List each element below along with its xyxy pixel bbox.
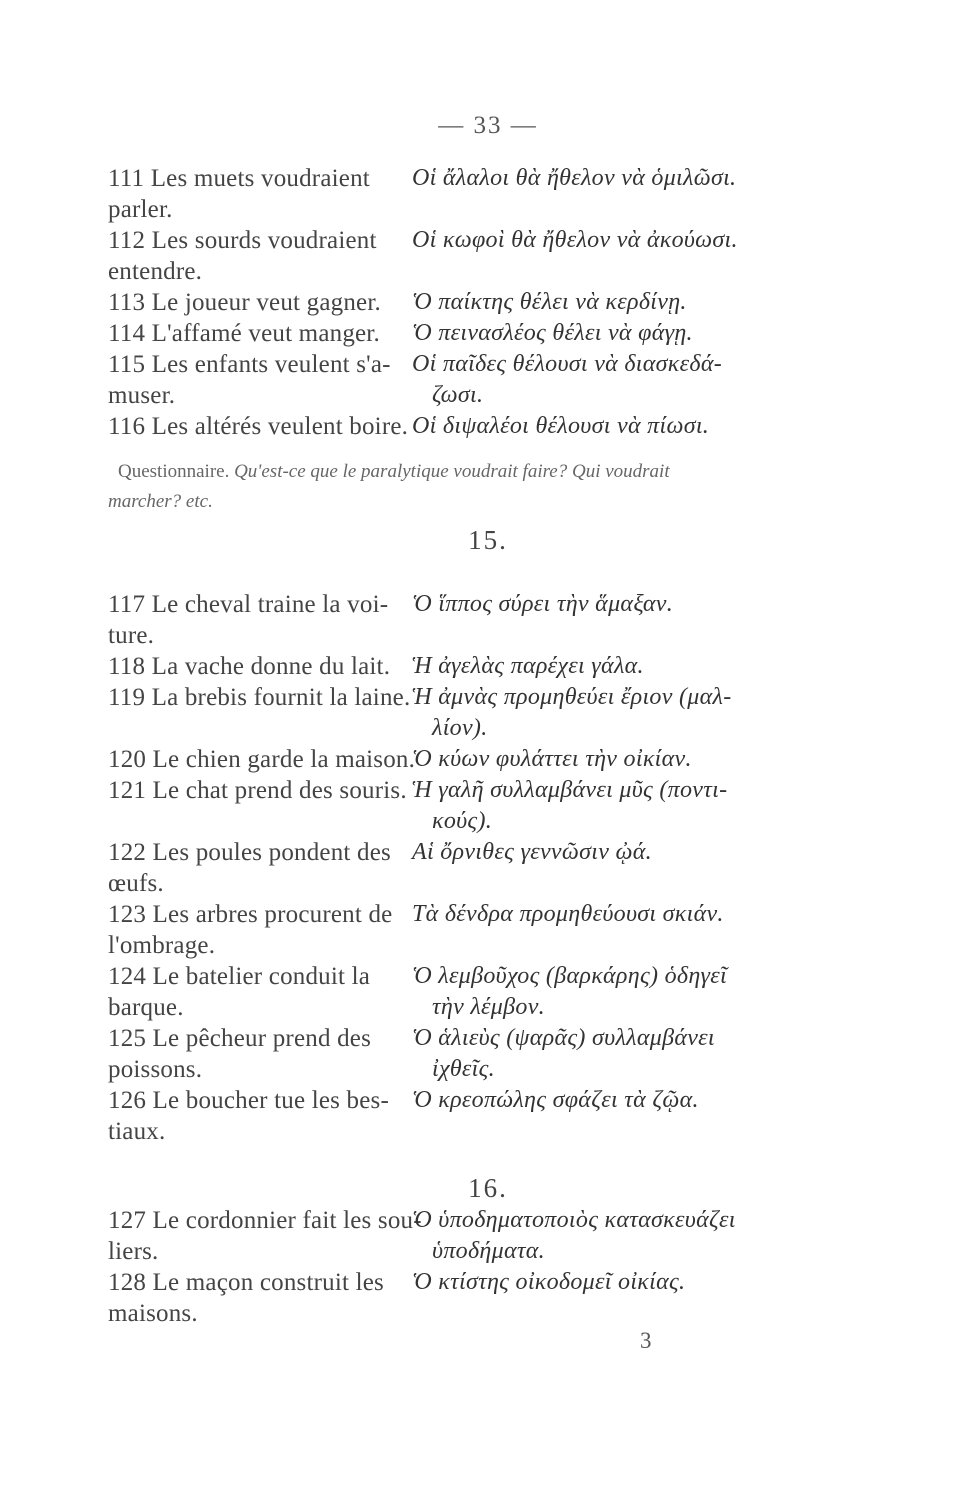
greek-text: Ὁ πεινασλέος θέλει νὰ φάγῃ. <box>412 320 693 346</box>
questionnaire-note <box>108 457 778 517</box>
greek-text: Ὁ κτίστης οἰκοδομεῖ οἰκίας. <box>412 1269 686 1295</box>
entry-row <box>0 1116 976 1147</box>
entries-block-2 <box>0 589 976 1147</box>
french-text: 113 Le joueur veut gagner. <box>108 289 381 316</box>
french-text: 115 Les enfants veulent s'a- <box>108 351 391 378</box>
entry-row <box>0 589 976 620</box>
french-text: liers. <box>108 1238 159 1265</box>
greek-text: Οἱ ἄλαλοι θὰ ἤθελον νὰ ὁμιλῶσι. <box>412 165 737 191</box>
signature-mark: 3 <box>640 1328 652 1353</box>
french-text: entendre. <box>108 258 203 285</box>
entry-row <box>0 899 976 930</box>
french-text: 112 Les sourds voudraient <box>108 227 377 254</box>
french-text: ture. <box>108 622 155 649</box>
questionnaire-text-2: marcher? etc. <box>108 491 213 512</box>
entries-block-1 <box>0 163 976 442</box>
french-text: muser. <box>108 382 176 409</box>
french-text: 125 Le pêcheur prend des <box>108 1025 372 1052</box>
entry-row <box>0 318 976 349</box>
french-text: 126 Le boucher tue les bes- <box>108 1087 389 1114</box>
french-text: 128 Le maçon construit les <box>108 1269 384 1296</box>
entry-row <box>0 713 976 744</box>
french-text: 111 Les muets voudraient <box>108 165 370 192</box>
entry-row <box>0 194 976 225</box>
french-text: 123 Les arbres procurent de <box>108 901 393 928</box>
entry-row <box>0 411 976 442</box>
french-text: 118 La vache donne du lait. <box>108 653 391 680</box>
questionnaire-label: Questionnaire. <box>118 461 230 482</box>
french-text: poissons. <box>108 1056 203 1083</box>
entry-row <box>0 1054 976 1085</box>
french-text: 120 Le chien garde la maison. <box>108 746 416 773</box>
entry-row <box>0 1205 976 1236</box>
entry-row <box>0 775 976 806</box>
entry-row <box>0 806 976 837</box>
entry-row <box>0 868 976 899</box>
entry-row <box>0 380 976 411</box>
french-text: 117 Le cheval traine la voi- <box>108 591 389 618</box>
entry-row <box>0 349 976 380</box>
entry-row <box>0 651 976 682</box>
entry-row <box>0 1085 976 1116</box>
french-text: 119 La brebis fournit la laine. <box>108 684 411 711</box>
greek-text: Οἱ κωφοὶ θὰ ἤθελον νὰ ἀκούωσι. <box>412 227 738 253</box>
french-text: 127 Le cordonnier fait les sou- <box>108 1207 422 1234</box>
greek-text: λίον). <box>432 715 488 741</box>
greek-text: Αἱ ὄρνιθες γεννῶσιν ᾠά. <box>412 839 652 865</box>
greek-text: Ὁ κρεοπώλης σφάζει τὰ ζῷα. <box>412 1087 699 1113</box>
greek-text: Οἱ διψαλέοι θέλουσι νὰ πίωσι. <box>412 413 710 439</box>
entry-row <box>0 1236 976 1267</box>
greek-text: Ὁ ὑποδηματοποιὸς κατασκευάζει <box>412 1207 736 1233</box>
greek-text: Ὁ ἵππος σύρει τὴν ἅμαξαν. <box>412 591 674 617</box>
entry-row <box>0 744 976 775</box>
entry-row <box>0 163 976 194</box>
french-text: 114 L'affamé veut manger. <box>108 320 380 347</box>
french-text: tiaux. <box>108 1118 166 1145</box>
greek-text: Οἱ παῖδες θέλουσι νὰ διασκεδά- <box>412 351 723 377</box>
greek-text: ἰχθεῖς. <box>432 1056 495 1082</box>
entry-row <box>0 1023 976 1054</box>
french-text: œufs. <box>108 870 164 897</box>
greek-text: τὴν λέμβον. <box>432 994 545 1020</box>
greek-text: ὑποδήματα. <box>432 1238 545 1264</box>
entry-row <box>0 992 976 1023</box>
french-text: maisons. <box>108 1300 198 1327</box>
greek-text: ζωσι. <box>432 382 484 408</box>
page-number: — 33 — <box>438 112 538 139</box>
entry-row <box>0 225 976 256</box>
section-heading-16: 16. <box>468 1173 508 1203</box>
greek-text: Ὁ λεμβοῦχος (βαρκάρης) ὁδηγεῖ <box>412 963 728 989</box>
entry-row <box>0 620 976 651</box>
entry-row <box>0 837 976 868</box>
entry-row <box>0 1267 976 1298</box>
french-text: parler. <box>108 196 173 223</box>
entries-block-3 <box>0 1205 976 1329</box>
greek-text: Τὰ δένδρα προμηθεύουσι σκιάν. <box>412 901 724 927</box>
greek-text: Ἡ γαλῆ συλλαμβάνει μῦς (ποντι- <box>412 777 728 803</box>
french-text: 121 Le chat prend des souris. <box>108 777 407 804</box>
greek-text: Ἡ ἀγελὰς παρέχει γάλα. <box>412 653 644 679</box>
entry-row <box>0 256 976 287</box>
greek-text: Ὁ κύων φυλάττει τὴν οἰκίαν. <box>412 746 692 772</box>
entry-row <box>0 1298 976 1329</box>
greek-text: Ὁ παίκτης θέλει νὰ κερδίνῃ. <box>412 289 687 315</box>
greek-text: Ὁ ἁλιεὺς (ψαρᾶς) συλλαμβάνει <box>412 1025 715 1051</box>
french-text: 124 Le batelier conduit la <box>108 963 371 990</box>
greek-text: κούς). <box>432 808 493 834</box>
french-text: 122 Les poules pondent des <box>108 839 391 866</box>
section-heading-15: 15. <box>468 525 508 555</box>
french-text: l'ombrage. <box>108 932 216 959</box>
entry-row <box>0 961 976 992</box>
french-text: barque. <box>108 994 184 1021</box>
greek-text: Ἡ ἀμνὰς προμηθεύει ἔριον (μαλ- <box>412 684 732 710</box>
entry-row <box>0 682 976 713</box>
entry-row <box>0 287 976 318</box>
entry-row <box>0 930 976 961</box>
questionnaire-text-1: Qu'est-ce que le paralytique voudrait faire? Qui voudrait <box>229 461 670 482</box>
french-text: 116 Les altérés veulent boire. <box>108 413 409 440</box>
